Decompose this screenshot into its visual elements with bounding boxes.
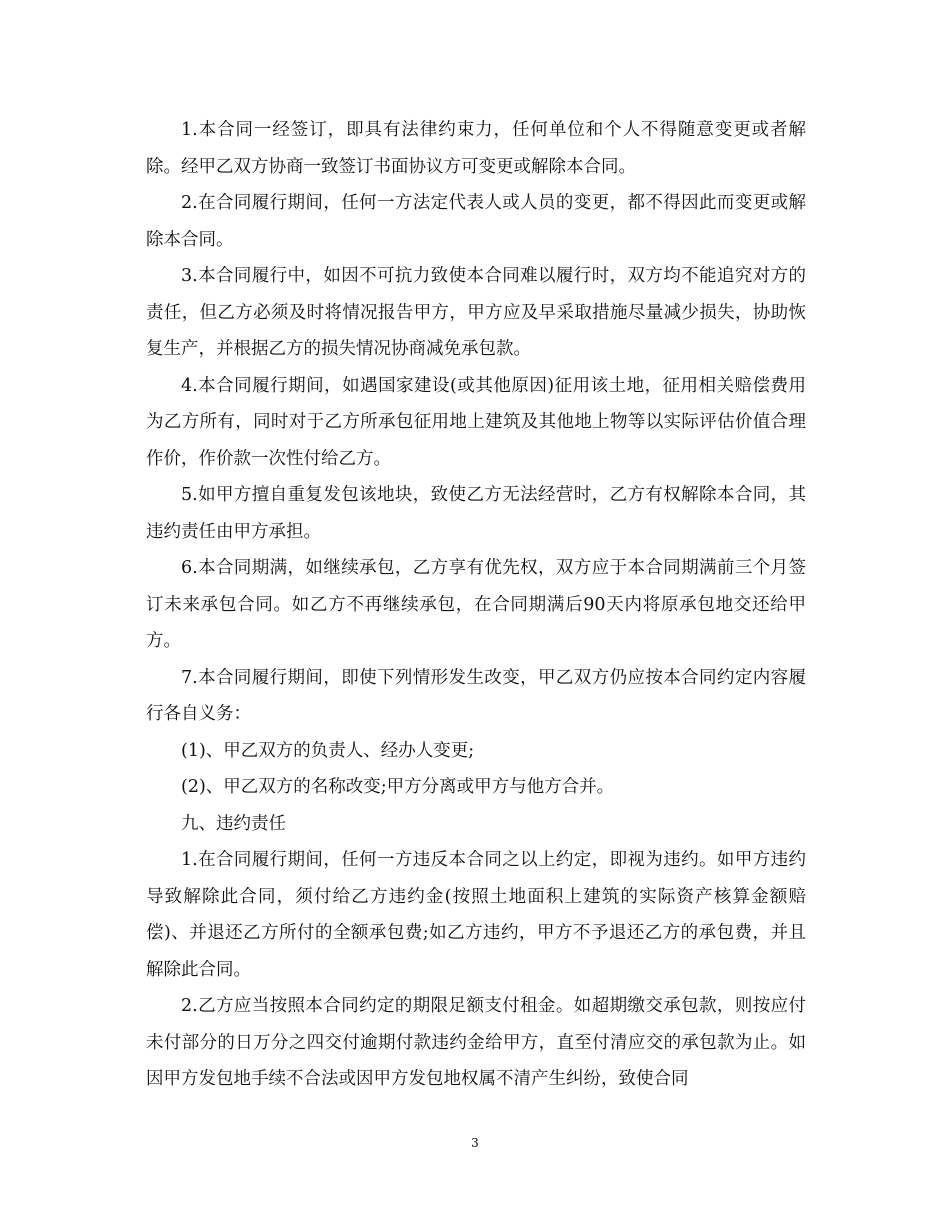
paragraph-clause-6: 6.本合同期满，如继续承包，乙方享有优先权，双方应于本合同期满前三个月签订未来承包合同。如乙方不再继续承包，在合同期满后90天内将原承包地交还给甲方。 bbox=[146, 558, 806, 651]
paragraph-subitem-2: (2)、甲乙双方的名称改变;甲方分离或甲方与他方合并。 bbox=[181, 777, 615, 797]
paragraph-clause-1: 1.本合同一经签订，即具有法律约束力，任何单位和个人不得随意变更或者解除。经甲乙双方协商一致签订书面协议方可变更或解除本合同。 bbox=[146, 120, 806, 177]
paragraph-clause-3: 3.本合同履行中，如因不可抗力致使本合同难以履行时，双方均不能追究对方的责任，但乙方必须及时将情况报告甲方，甲方应及早采取措施尽量减少损失，协助恢复生产，并根据乙方的损失情况协商减免承包款。 bbox=[146, 266, 806, 359]
page-number: 3 bbox=[471, 1136, 479, 1150]
paragraph-clause-7: 7.本合同履行期间，即使下列情形发生改变，甲乙双方仍应按本合同约定内容履行各自义务： bbox=[146, 667, 806, 724]
paragraph-liability-2: 2.乙方应当按照本合同约定的期限足额支付租金。如超期缴交承包款，则按应付未付部分的日万分之四交付逾期付款违约金给甲方，直至付清应交的承包款为止。如因甲方发包地手续不合法或因甲方发包地权属不清产生纠纷，致使合同 bbox=[146, 996, 806, 1089]
paragraph-clause-2: 2.在合同履行期间，任何一方法定代表人或人员的变更，都不得因此而变更或解除本合同。 bbox=[146, 193, 806, 250]
paragraph-subitem-1: (1)、甲乙双方的负责人、经办人变更; bbox=[181, 740, 475, 761]
paragraph-liability-1: 1.在合同履行期间，任何一方违反本合同之以上约定，即视为违约。如甲方违约导致解除此合同，须付给乙方违约金(按照土地面积上建筑的实际资产核算金额赔偿)、并退还乙方所付的全额承包费;如乙方违约，甲方不予退还乙方的承包费，并且解除此合同。 bbox=[146, 850, 806, 980]
document-body bbox=[146, 112, 806, 1098]
section-heading-liability: 九、违约责任 bbox=[181, 813, 286, 834]
paragraph-clause-5: 5.如甲方擅自重复发包该地块，致使乙方无法经营时，乙方有权解除本合同，其违约责任由甲方承担。 bbox=[146, 485, 806, 542]
paragraph-clause-4: 4.本合同履行期间，如遇国家建设(或其他原因)征用该土地，征用相关赔偿费用为乙方所有，同时对于乙方所承包征用地上建筑及其他地上物等以实际评估价值合理作价，作价款一次性付给乙方。 bbox=[146, 375, 806, 469]
